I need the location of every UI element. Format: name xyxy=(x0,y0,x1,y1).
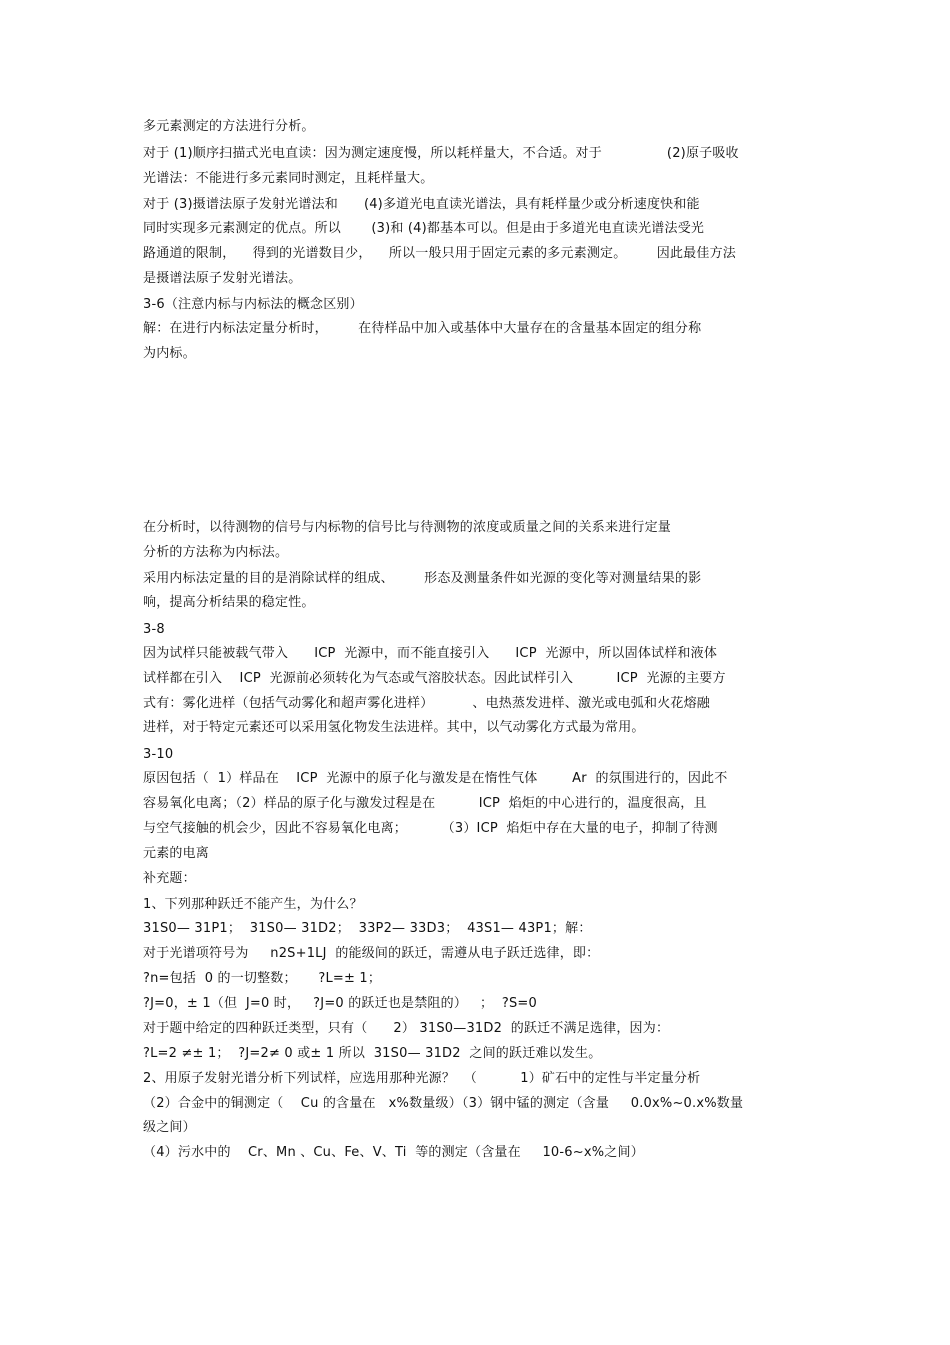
section-heading: 3-6（注意内标与内标法的概念区别） xyxy=(143,297,363,312)
text-line: 解：在进行内标法定量分析时， 在待样品中加入或基体中大量存在的含量基本固定的组分称 xyxy=(143,321,702,336)
text-line: 元素的电离 xyxy=(143,846,210,861)
text-line: 是摄谱法原子发射光谱法。 xyxy=(143,271,302,286)
text-line: 容易氧化电离；（2）样品的原子化与激发过程是在 ICP 焰炬的中心进行的，温度很高，且 xyxy=(143,796,707,811)
section-heading: 补充题： xyxy=(143,871,196,886)
text-line: 因为试样只能被载气带入 ICP 光源中，而不能直接引入 ICP 光源中，所以固体试样和液体 xyxy=(143,646,718,661)
text-line: 31S0— 31P1； 31S0— 31D2； 33P2— 33D3； 43S1— 43P1；解： xyxy=(143,921,592,936)
text-line: 级之间） xyxy=(143,1120,196,1135)
text-line: 对于题中给定的四种跃迁类型，只有（ 2） 31S0—31D2 的跃迁不满足选律，因为： xyxy=(143,1021,670,1036)
text-line: 对于 (1)顺序扫描式光电直读：因为测定速度慢，所以耗样量大，不合适。对于 (2)原子吸收 xyxy=(143,146,739,161)
text-line: 对于光谱项符号为 n2S+1LJ 的能级间的跃迁，需遵从电子跃迁选律，即： xyxy=(143,946,600,961)
text-line: 在分析时，以待测物的信号与内标物的信号比与待测物的浓度或质量之间的关系来进行定量 xyxy=(143,520,672,535)
text-line: 对于 (3)摄谱法原子发射光谱法和 (4)多道光电直读光谱法，具有耗样量少或分析速度快和能 xyxy=(143,197,700,212)
text-line: 分析的方法称为内标法。 xyxy=(143,545,289,560)
text-line: 路通道的限制， 得到的光谱数目少， 所以一般只用于固定元素的多元素测定。 因此最佳方法 xyxy=(143,246,736,261)
text-line: 多元素测定的方法进行分析。 xyxy=(143,119,315,134)
text-line: （4）污水中的 Cr、Mn 、Cu、Fe、V、Ti 等的测定（含量在 10-6~x%之间） xyxy=(143,1145,644,1160)
text-line: 1、下列那种跃迁不能产生，为什么？ xyxy=(143,897,363,912)
text-line: 光谱法：不能进行多元素同时测定，且耗样量大。 xyxy=(143,171,434,186)
text-line: 采用内标法定量的目的是消除试样的组成、 形态及测量条件如光源的变化等对测量结果的影 xyxy=(143,571,702,586)
text-line: 式有：雾化进样（包括气动雾化和超声雾化进样） 、电热蒸发进样、激光或电弧和火花熔融 xyxy=(143,696,710,711)
text-line: 2、用原子发射光谱分析下列试样，应选用那种光源？ （ 1）矿石中的定性与半定量分析 xyxy=(143,1071,701,1086)
text-line: 原因包括（ 1）样品在 ICP 光源中的原子化与激发是在惰性气体 Ar 的氛围进行的，因此不 xyxy=(143,771,728,786)
text-line: 进样，对于特定元素还可以采用氢化物发生法进样。其中，以气动雾化方式最为常用。 xyxy=(143,720,645,735)
text-line: ?n=包括 0 的一切整数； ?L=± 1； xyxy=(143,971,382,986)
text-line: ?J=0，± 1（但 J=0 时， ?J=0 的跃迁也是禁阻的） ； ?S=0 xyxy=(143,996,537,1011)
text-line: 为内标。 xyxy=(143,346,196,361)
section-heading: 3-8 xyxy=(143,622,165,637)
text-line: 与空气接触的机会少，因此不容易氧化电离； （3）ICP 焰炬中存在大量的电子，抑制了待测 xyxy=(143,821,718,836)
section-heading: 3-10 xyxy=(143,747,174,762)
text-line: 响，提高分析结果的稳定性。 xyxy=(143,595,315,610)
text-line: （2）合金中的铜测定（ Cu 的含量在 x%数量级）（3）钢中锰的测定（含量 0.0x%~0.x%数量 xyxy=(143,1096,744,1111)
text-line: 同时实现多元素测定的优点。所以 (3)和 (4)都基本可以。但是由于多道光电直读光谱法受光 xyxy=(143,221,705,236)
text-line: ?L=2 ≠± 1； ?J=2≠ 0 或± 1 所以 31S0— 31D2 之间的跃迁难以发生。 xyxy=(143,1046,602,1061)
text-line: 试样都在引入 ICP 光源前必须转化为气态或气溶胶状态。因此试样引入 ICP 光源的主要方 xyxy=(143,671,726,686)
